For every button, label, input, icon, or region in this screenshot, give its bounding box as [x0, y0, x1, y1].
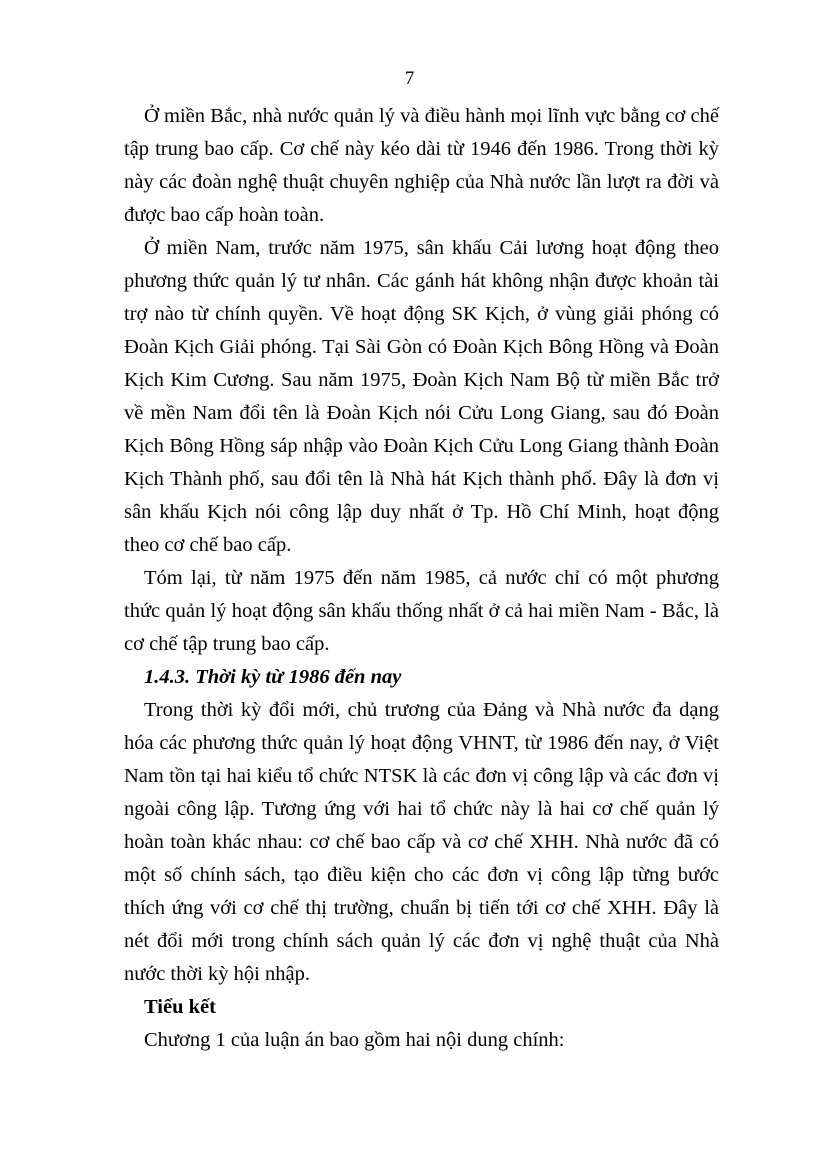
paragraph-south-management: Ở miền Nam, trước năm 1975, sân khấu Cải lương hoạt động theo phương thức quản lý tư nhân. Các gánh hát không nhận được khoản tài trợ nào từ chính quyền. Về hoạt động SK Kịch, ở vùng giải phóng có Đoàn Kịch Giải phóng. Tại Sài Gòn có Đoàn Kịch Bông Hồng và Đoàn Kịch Kim Cương. Sau năm 1975, Đoàn Kịch Nam Bộ từ miền Bắc trở về mền Nam đổi tên là Đoàn Kịch nói Cửu Long Giang, sau đó Đoàn Kịch Bông Hồng sáp nhập vào Đoàn Kịch Cửu Long Giang thành Đoàn Kịch Thành phố, sau đổi tên là Nhà hát Kịch thành phố. Đây là đơn vị sân khấu Kịch nói công lập duy nhất ở Tp. Hồ Chí Minh, hoạt động theo cơ chế bao cấp.: [124, 237, 719, 556]
page-number: 7: [404, 68, 415, 89]
paragraph-doi-moi: Trong thời kỳ đổi mới, chủ trương của Đảng và Nhà nước đa dạng hóa các phương thức quản lý hoạt động VHNT, từ 1986 đến nay, ở Việt Nam tồn tại hai kiểu tổ chức NTSK là các đơn vị công lập và các đơn vị ngoài công lập. Tương ứng với hai tổ chức này là hai cơ chế quản lý hoàn toàn khác nhau: cơ chế bao cấp và cơ chế XHH. Nhà nước đã có một số chính sách, tạo điều kiện cho các đơn vị công lập từng bước thích ứng với cơ chế thị trường, chuẩn bị tiến tới cơ chế XHH. Đây là nét đổi mới trong chính sách quản lý các đơn vị nghệ thuật của Nhà nước thời kỳ hội nhập.: [124, 699, 719, 985]
page-body: [124, 100, 719, 1057]
section-heading-tieu-ket: Tiểu kết: [144, 996, 216, 1018]
section-heading-1-4-3: 1.4.3. Thời kỳ từ 1986 đến nay: [144, 666, 402, 688]
paragraph-chapter-summary: Chương 1 của luận án bao gồm hai nội dung chính:: [144, 1029, 565, 1051]
paragraph-summary-1975-1985: Tóm lại, từ năm 1975 đến năm 1985, cả nước chỉ có một phương thức quản lý hoạt động sân khấu thống nhất ở cả hai miền Nam - Bắc, là cơ chế tập trung bao cấp.: [124, 567, 719, 655]
paragraph-north-management: Ở miền Bắc, nhà nước quản lý và điều hành mọi lĩnh vực bằng cơ chế tập trung bao cấp. Cơ chế này kéo dài từ 1946 đến 1986. Trong thời kỳ này các đoàn nghệ thuật chuyên nghiệp của Nhà nước lần lượt ra đời và được bao cấp hoàn toàn.: [124, 105, 719, 226]
